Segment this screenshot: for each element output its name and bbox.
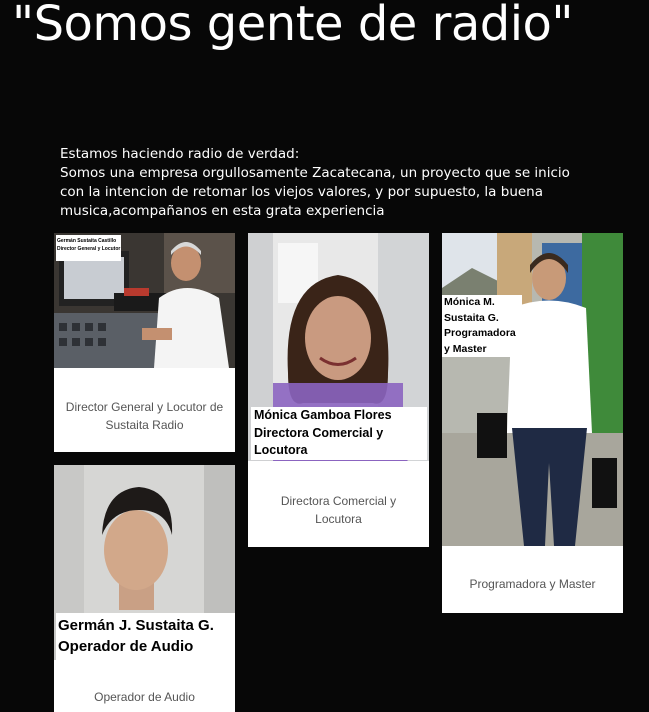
audio-operator-photo-label: Germán J. Sustaita G. Operador de Audio [56, 613, 235, 663]
programmer-photo [442, 233, 623, 546]
intro-text [60, 145, 570, 221]
commercial-director-caption: Directora Comercial y Locutora [280, 494, 397, 526]
team-card-audio-operator [54, 465, 235, 712]
commercial-director-photo-label: Mónica Gamboa Flores Directora Comercial y Locutora [251, 407, 427, 460]
team-card-commercial-director [248, 233, 429, 547]
team-card-director [54, 233, 235, 452]
programmer-caption: Programadora y Master [469, 577, 596, 591]
page-title: "Somos gente de radio" [12, 0, 573, 52]
team-card-programmer [442, 233, 623, 613]
audio-operator-caption: Operador de Audio [94, 690, 195, 704]
intro-heading: Estamos haciendo radio de verdad: [60, 146, 300, 162]
director-photo-label: Germán Sustaita Castillo Director General y Locutor [56, 235, 121, 261]
programmer-photo-label: Mónica M. Sustaita G. Programadora y Master [442, 295, 522, 357]
intro-body: Somos una empresa orgullosamente Zacatecana, un proyecto que se inicio con la intencion de retomar los viejos valores, y por supuesto, la buena musica,acompañanos en esta grata experiencia [60, 165, 570, 219]
director-caption: Director General y Locutor de Sustaita Radio [65, 400, 224, 432]
